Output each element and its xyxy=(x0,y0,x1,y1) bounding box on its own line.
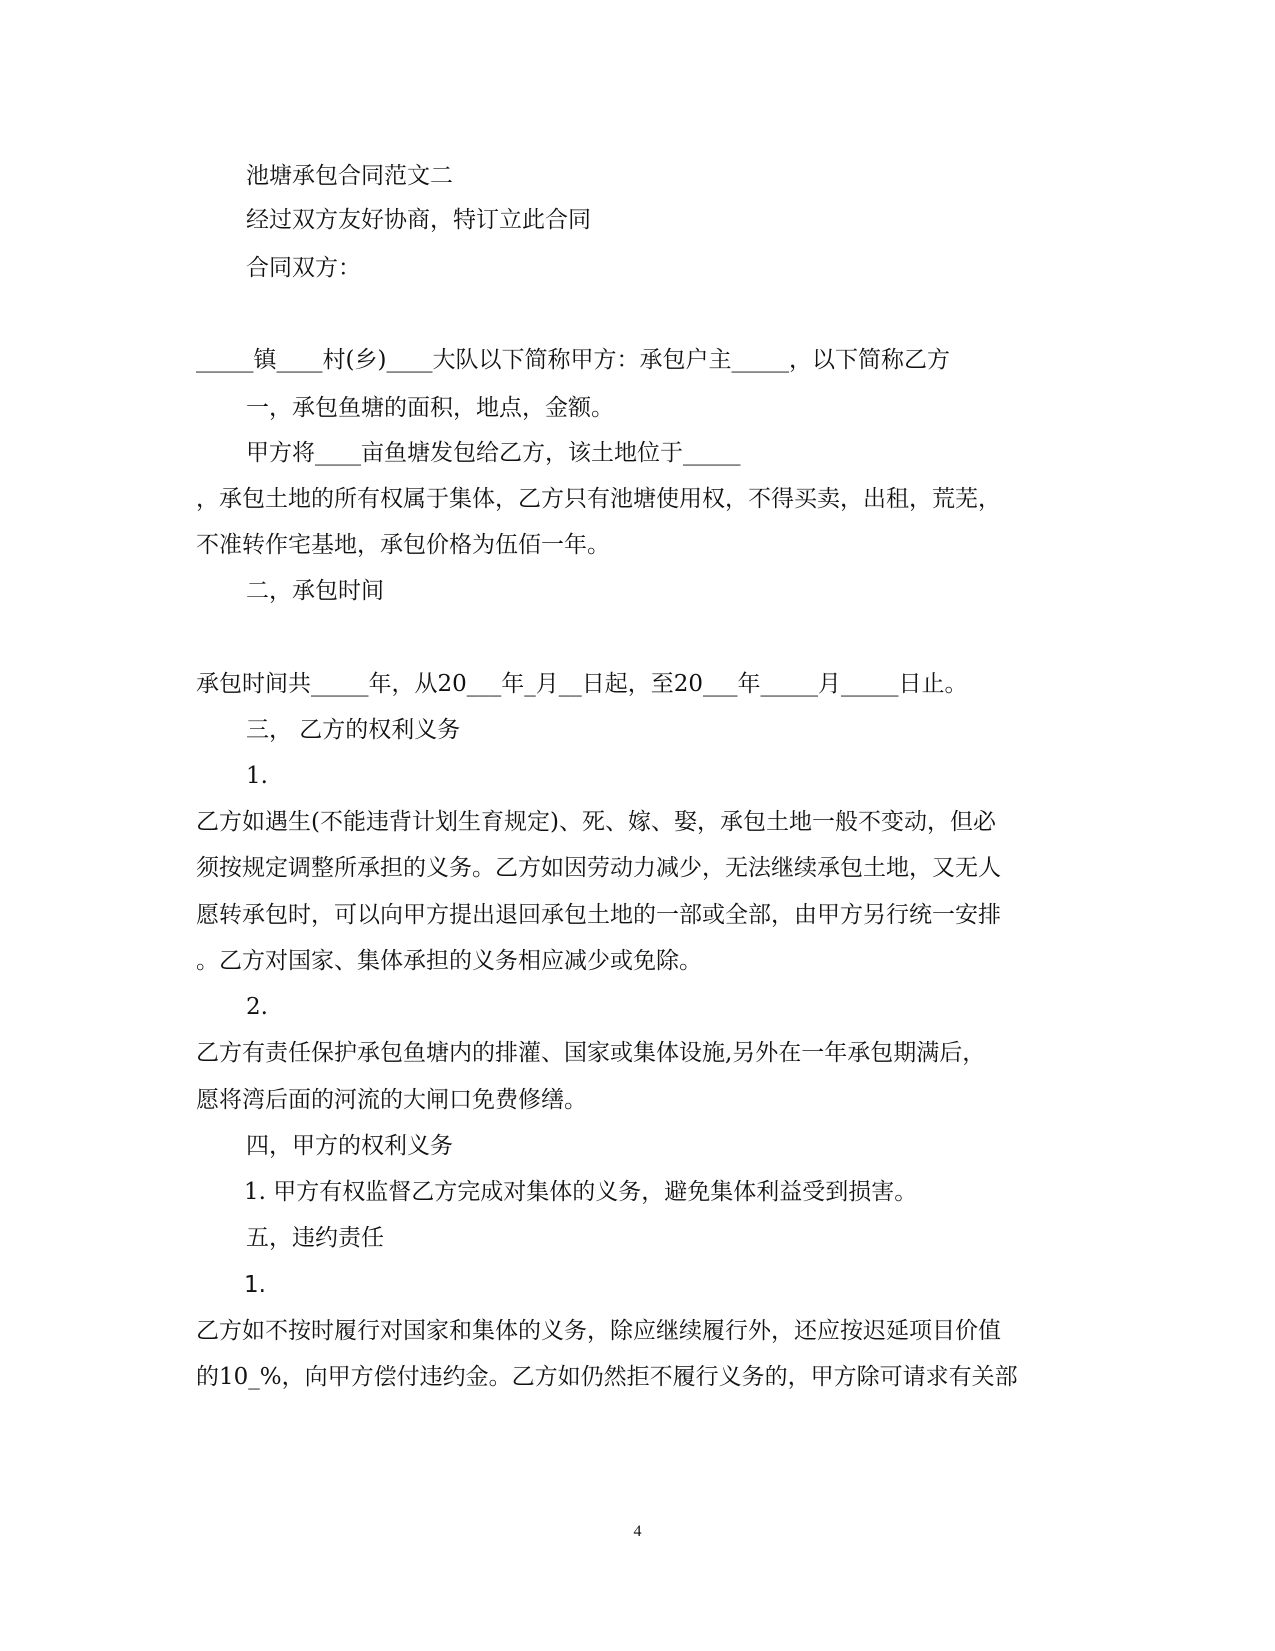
section-5-text-line: 的10_%，向甲方偿付违约金。乙方如仍然拒不履行义务的，甲方除可请求有关部 xyxy=(196,1364,1018,1390)
parties-line: _____镇____村(乡)____大队以下简称甲方：承包户主_____，以下简称乙方 xyxy=(196,347,950,373)
page-number: 4 xyxy=(633,1523,642,1540)
item-number: 1. xyxy=(244,1272,266,1298)
section-1-text-line: 不准转作宅基地，承包价格为伍佰一年。 xyxy=(196,532,610,558)
section-2-text-line: 承包时间共_____年，从20___年_月__日起，至20___年_____月_____日止。 xyxy=(196,671,968,697)
section-3-text-line: 乙方有责任保护承包鱼塘内的排灌、国家或集体设施,另外在一年承包期满后， xyxy=(196,1040,986,1066)
parties-heading: 合同双方： xyxy=(246,255,361,281)
section-2-heading: 二，承包时间 xyxy=(246,578,384,604)
intro-line: 经过双方友好协商，特订立此合同 xyxy=(246,207,591,233)
section-1-text-line: 甲方将____亩鱼塘发包给乙方，该土地位于_____ xyxy=(246,440,741,466)
section-5-text-line: 乙方如不按时履行对国家和集体的义务，除应继续履行外，还应按迟延项目价值 xyxy=(196,1318,1001,1344)
section-3-text-line: 乙方如遇生(不能违背计划生育规定)、死、嫁、娶，承包土地一般不变动，但必 xyxy=(196,809,996,835)
section-3-text-line: 。乙方对国家、集体承担的义务相应减少或免除。 xyxy=(196,948,702,974)
section-3-text-line: 愿将湾后面的河流的大闸口免费修缮。 xyxy=(196,1087,587,1113)
section-1-text-line: ，承包土地的所有权属于集体，乙方只有池塘使用权，不得买卖，出租，荒芜， xyxy=(196,486,1001,512)
section-3-text-line: 须按规定调整所承担的义务。乙方如因劳动力减少，无法继续承包土地，又无人 xyxy=(196,855,1001,881)
item-number: 1. xyxy=(246,763,268,789)
document-title: 池塘承包合同范文二 xyxy=(246,163,453,189)
section-5-heading: 五，违约责任 xyxy=(246,1225,384,1251)
section-3-heading: 三， 乙方的权利义务 xyxy=(246,717,461,743)
section-1-heading: 一，承包鱼塘的面积，地点，金额。 xyxy=(246,395,614,421)
item-number: 2. xyxy=(246,994,268,1020)
section-4-heading: 四，甲方的权利义务 xyxy=(246,1133,453,1159)
section-3-text-line: 愿转承包时，可以向甲方提出退回承包土地的一部或全部，由甲方另行统一安排 xyxy=(196,902,1001,928)
section-4-text-line: 1. 甲方有权监督乙方完成对集体的义务，避免集体利益受到损害。 xyxy=(244,1179,918,1205)
